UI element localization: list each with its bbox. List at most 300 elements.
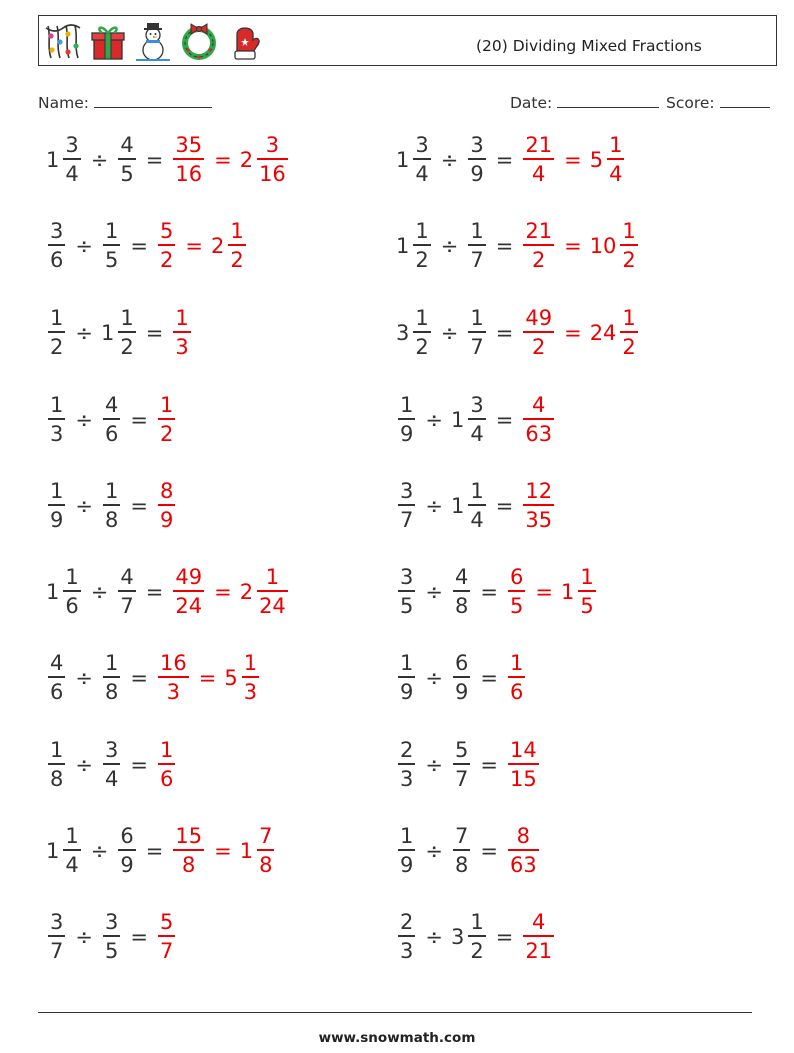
numerator: 1: [265, 565, 280, 589]
fraction: [46, 393, 67, 447]
fraction: [171, 133, 206, 187]
denominator: 9: [400, 853, 414, 877]
answer: [156, 910, 177, 964]
fraction-stack: [63, 565, 80, 619]
denominator: 2: [159, 422, 174, 446]
problem-5: [46, 301, 193, 365]
numerator: 3: [470, 393, 484, 417]
fraction-stack: [578, 565, 595, 619]
mixed-number: [211, 219, 248, 273]
numerator: 12: [525, 479, 553, 503]
fraction: [101, 393, 122, 447]
numerator: 3: [470, 133, 484, 157]
denominator: 15: [509, 767, 537, 791]
fraction-stack: [158, 910, 175, 964]
equals-sign: =: [130, 234, 148, 258]
denominator: 7: [400, 508, 414, 532]
fraction-stack: [453, 824, 470, 878]
equals-sign: =: [495, 925, 514, 949]
problem-10: [396, 474, 556, 538]
fraction-stack: [523, 393, 554, 447]
whole-part: 1: [100, 321, 115, 345]
mixed-number: [46, 565, 83, 619]
fraction: [396, 738, 417, 792]
fraction: [451, 738, 472, 792]
fraction: [171, 565, 206, 619]
fraction: [396, 651, 417, 705]
fraction-stack: [103, 479, 120, 533]
fraction: [46, 738, 67, 792]
fraction-stack: [158, 738, 175, 792]
equals-sign: =: [480, 839, 498, 863]
equals-sign: =: [214, 839, 232, 863]
fraction-stack: [103, 219, 120, 273]
numerator: 1: [104, 219, 119, 243]
fraction: [156, 479, 177, 533]
fraction-stack: [468, 393, 485, 447]
answer: [156, 738, 177, 792]
numerator: 6: [120, 824, 134, 848]
numerator: 3: [104, 738, 119, 762]
answer: [506, 565, 598, 619]
fraction: [506, 738, 541, 792]
fraction-stack: [158, 393, 175, 447]
fraction: [101, 738, 122, 792]
score-label: Score:: [666, 94, 715, 112]
fraction-stack: [398, 651, 415, 705]
fraction: [506, 824, 541, 878]
denominator: 8: [454, 594, 469, 618]
mixed-number: [240, 824, 277, 878]
fraction-stack: [118, 565, 135, 619]
score-field: [666, 93, 770, 112]
numerator: 1: [415, 306, 429, 330]
numerator: 1: [104, 651, 119, 675]
fraction: [521, 219, 556, 273]
denominator: 3: [50, 422, 64, 446]
numerator: 7: [259, 824, 273, 848]
fraction-stack: [508, 651, 525, 705]
denominator: 2: [50, 335, 64, 359]
denominator: 63: [509, 853, 537, 877]
fraction-stack: [468, 910, 485, 964]
whole-part: 2: [239, 580, 254, 604]
problem-8: [396, 388, 556, 452]
mixed-number: [396, 133, 433, 187]
numerator: 1: [50, 306, 64, 330]
problem-7: [46, 388, 177, 452]
whole-part: 1: [450, 408, 465, 432]
answer: [171, 565, 289, 619]
denominator: 5: [104, 939, 119, 963]
divide-sign: ÷: [75, 925, 93, 949]
fraction-stack: [523, 219, 554, 273]
denominator: 4: [470, 508, 484, 532]
fraction-stack: [118, 824, 135, 878]
denominator: 6: [104, 422, 119, 446]
equals-sign: =: [480, 580, 498, 604]
fraction: [101, 651, 122, 705]
numerator: 1: [243, 651, 258, 675]
divide-sign: ÷: [90, 580, 109, 604]
fraction: [116, 824, 137, 878]
denominator: 4: [470, 422, 484, 446]
denominator: 4: [65, 853, 79, 877]
mitten-icon: [229, 22, 263, 62]
denominator: 4: [65, 162, 79, 186]
divide-sign: ÷: [425, 494, 443, 518]
fraction-stack: [398, 910, 415, 964]
denominator: 2: [230, 248, 244, 272]
whole-part: 1: [46, 839, 60, 863]
answer: [521, 479, 556, 533]
whole-part: 2: [210, 234, 225, 258]
fraction: [506, 651, 527, 705]
equals-sign: =: [145, 148, 164, 172]
equals-sign: =: [145, 839, 164, 863]
equals-sign: =: [145, 321, 164, 345]
numerator: 1: [622, 219, 636, 243]
fraction-stack: [508, 824, 539, 878]
numerator: 1: [400, 824, 414, 848]
denominator: 5: [509, 594, 524, 618]
divide-sign: ÷: [75, 753, 93, 777]
answer: [156, 219, 248, 273]
fraction: [521, 479, 556, 533]
whole-part: 3: [450, 925, 465, 949]
problem-19: [46, 905, 177, 969]
problem-17: [46, 819, 276, 883]
fraction-stack: [398, 565, 415, 619]
problem-12: [396, 560, 598, 624]
equals-sign: =: [185, 234, 203, 258]
equals-sign: =: [495, 494, 514, 518]
numerator: 4: [532, 393, 546, 417]
date-line: [557, 93, 659, 108]
fraction-stack: [413, 219, 430, 273]
whole-part: 1: [46, 580, 60, 604]
denominator: 4: [609, 162, 623, 186]
date-field: [510, 93, 659, 112]
problem-4: [396, 214, 640, 278]
fraction-stack: [48, 479, 65, 533]
fraction: [396, 565, 417, 619]
denominator: 5: [104, 248, 119, 272]
fraction: [116, 565, 137, 619]
fraction-stack: [523, 306, 554, 360]
equals-sign: =: [564, 234, 582, 258]
whole-part: 5: [224, 666, 238, 690]
problem-14: [396, 646, 527, 710]
fraction-stack: [508, 565, 525, 619]
fraction: [101, 910, 122, 964]
numerator: 1: [50, 393, 64, 417]
mixed-number: [240, 565, 290, 619]
fraction-stack: [523, 910, 554, 964]
divide-sign: ÷: [75, 666, 93, 690]
denominator: 5: [120, 162, 134, 186]
denominator: 8: [182, 853, 196, 877]
fraction-stack: [453, 565, 470, 619]
worksheet-header: [38, 15, 777, 66]
problem-6: [396, 301, 640, 365]
fraction: [396, 479, 417, 533]
mixed-number: [224, 651, 261, 705]
fraction: [451, 651, 472, 705]
fraction-stack: [468, 133, 485, 187]
fraction-stack: [468, 306, 485, 360]
denominator: 16: [175, 162, 203, 186]
denominator: 2: [622, 248, 636, 272]
fraction-stack: [607, 133, 624, 187]
equals-sign: =: [130, 494, 148, 518]
divide-sign: ÷: [425, 839, 443, 863]
equals-sign: =: [130, 753, 148, 777]
problem-15: [46, 733, 177, 797]
mixed-number: [451, 479, 488, 533]
fraction: [171, 824, 206, 878]
denominator: 6: [50, 248, 64, 272]
whole-part: 5: [589, 148, 604, 172]
numerator: 4: [104, 393, 119, 417]
problem-11: [46, 560, 290, 624]
footer-url: www.snowmath.com: [318, 1030, 476, 1046]
fraction-stack: [48, 910, 65, 964]
denominator: 9: [454, 680, 469, 704]
fraction-stack: [257, 824, 274, 878]
numerator: 3: [415, 133, 429, 157]
equals-sign: =: [480, 753, 498, 777]
mixed-number: [590, 133, 627, 187]
numerator: 8: [159, 479, 174, 503]
fraction: [46, 219, 67, 273]
fraction-stack: [48, 306, 65, 360]
numerator: 7: [454, 824, 469, 848]
answer: [521, 219, 639, 273]
numerator: 1: [470, 479, 484, 503]
numerator: 1: [400, 393, 414, 417]
problem-13: [46, 646, 261, 710]
fraction-stack: [508, 738, 539, 792]
answer: [521, 306, 639, 360]
equals-sign: =: [535, 580, 553, 604]
fraction: [451, 824, 472, 878]
numerator: 1: [470, 910, 484, 934]
equals-sign: =: [495, 321, 514, 345]
whole-part: 3: [396, 321, 410, 345]
denominator: 8: [259, 853, 273, 877]
fraction: [466, 306, 487, 360]
numerator: 15: [175, 824, 203, 848]
fraction-stack: [620, 219, 637, 273]
problem-20: [396, 905, 556, 969]
denominator: 9: [470, 162, 484, 186]
denominator: 2: [532, 335, 546, 359]
fraction: [101, 479, 122, 533]
denominator: 2: [532, 248, 546, 272]
fraction-stack: [523, 479, 554, 533]
whole-part: 1: [560, 580, 575, 604]
problem-3: [46, 214, 248, 278]
answer: [156, 393, 177, 447]
problem-9: [46, 474, 177, 538]
fraction-stack: [468, 219, 485, 273]
fraction: [521, 393, 556, 447]
mixed-number: [590, 306, 640, 360]
equals-sign: =: [130, 925, 148, 949]
denominator: 3: [400, 939, 414, 963]
fraction-stack: [173, 824, 204, 878]
fraction: [521, 910, 556, 964]
fraction-stack: [173, 133, 204, 187]
answer: [156, 479, 177, 533]
numerator: 2: [400, 910, 414, 934]
whole-part: 10: [589, 234, 617, 258]
fraction: [506, 565, 527, 619]
answer: [171, 306, 192, 360]
fraction-stack: [398, 824, 415, 878]
numerator: 14: [509, 738, 537, 762]
numerator: 1: [175, 306, 189, 330]
numerator: 1: [609, 133, 623, 157]
fraction-stack: [242, 651, 259, 705]
mixed-number: [46, 133, 83, 187]
numerator: 16: [159, 651, 187, 675]
numerator: 4: [532, 910, 546, 934]
divide-sign: ÷: [75, 234, 93, 258]
numerator: 21: [525, 133, 553, 157]
denominator: 2: [415, 248, 429, 272]
denominator: 16: [259, 162, 286, 186]
fraction: [156, 738, 177, 792]
numerator: 5: [454, 738, 469, 762]
denominator: 4: [104, 767, 119, 791]
fraction-stack: [257, 133, 288, 187]
denominator: 63: [525, 422, 553, 446]
divide-sign: ÷: [440, 234, 459, 258]
denominator: 6: [65, 594, 79, 618]
divide-sign: ÷: [75, 321, 93, 345]
mixed-number: [396, 219, 433, 273]
numerator: 49: [525, 306, 553, 330]
mixed-number: [561, 565, 598, 619]
numerator: 1: [65, 565, 79, 589]
numerator: 1: [470, 219, 484, 243]
denominator: 8: [454, 853, 469, 877]
numerator: 3: [400, 565, 414, 589]
fraction-stack: [158, 479, 175, 533]
equals-sign: =: [145, 580, 164, 604]
christmas-lights-icon: [43, 22, 83, 62]
fraction-stack: [103, 738, 120, 792]
denominator: 3: [175, 335, 189, 359]
numerator: 1: [230, 219, 244, 243]
mixed-number: [451, 910, 488, 964]
fraction-stack: [118, 133, 135, 187]
fraction: [396, 393, 417, 447]
numerator: 3: [65, 133, 79, 157]
denominator: 35: [525, 508, 553, 532]
fraction: [396, 824, 417, 878]
problem-18: [396, 819, 541, 883]
mixed-number: [396, 306, 433, 360]
denominator: 7: [470, 335, 484, 359]
equals-sign: =: [130, 666, 148, 690]
fraction: [451, 565, 472, 619]
gift-box-icon: [91, 22, 125, 62]
numerator: 1: [104, 479, 119, 503]
equals-sign: =: [480, 666, 498, 690]
fraction-stack: [103, 910, 120, 964]
numerator: 2: [400, 738, 414, 762]
problem-1: [46, 128, 290, 192]
fraction: [521, 306, 556, 360]
denominator: 6: [509, 680, 524, 704]
fraction-stack: [158, 219, 175, 273]
denominator: 6: [50, 680, 64, 704]
fraction: [466, 219, 487, 273]
numerator: 1: [509, 651, 524, 675]
fraction: [46, 910, 67, 964]
denominator: 9: [400, 422, 414, 446]
numerator: 4: [454, 565, 469, 589]
denominator: 7: [470, 248, 484, 272]
denominator: 2: [470, 939, 484, 963]
fraction-stack: [48, 219, 65, 273]
fraction-stack: [103, 393, 120, 447]
fraction-stack: [48, 738, 65, 792]
denominator: 9: [120, 853, 134, 877]
numerator: 8: [516, 824, 531, 848]
score-line: [720, 93, 770, 108]
snowman-icon: [135, 22, 171, 62]
numerator: 49: [175, 565, 203, 589]
fraction-stack: [620, 306, 637, 360]
equals-sign: =: [130, 408, 148, 432]
answer: [521, 910, 556, 964]
denominator: 7: [454, 767, 469, 791]
whole-part: 2: [239, 148, 254, 172]
divide-sign: ÷: [425, 580, 443, 604]
equals-sign: =: [564, 321, 582, 345]
numerator: 35: [175, 133, 203, 157]
fraction-stack: [118, 306, 135, 360]
numerator: 1: [580, 565, 594, 589]
equals-sign: =: [495, 148, 514, 172]
fraction: [156, 219, 177, 273]
fraction-stack: [453, 651, 470, 705]
fraction-stack: [173, 565, 204, 619]
fraction-stack: [413, 133, 430, 187]
numerator: 1: [622, 306, 636, 330]
divide-sign: ÷: [75, 408, 93, 432]
fraction: [466, 133, 487, 187]
whole-part: 1: [450, 494, 465, 518]
fraction: [156, 651, 191, 705]
fraction: [46, 651, 67, 705]
numerator: 5: [159, 910, 174, 934]
fraction-stack: [453, 738, 470, 792]
denominator: 3: [400, 767, 414, 791]
numerator: 6: [509, 565, 524, 589]
numerator: 3: [104, 910, 119, 934]
numerator: 5: [159, 219, 174, 243]
fraction: [116, 133, 137, 187]
wreath-icon: [180, 22, 218, 62]
denominator: 7: [159, 939, 174, 963]
fraction-stack: [398, 738, 415, 792]
denominator: 6: [159, 767, 174, 791]
